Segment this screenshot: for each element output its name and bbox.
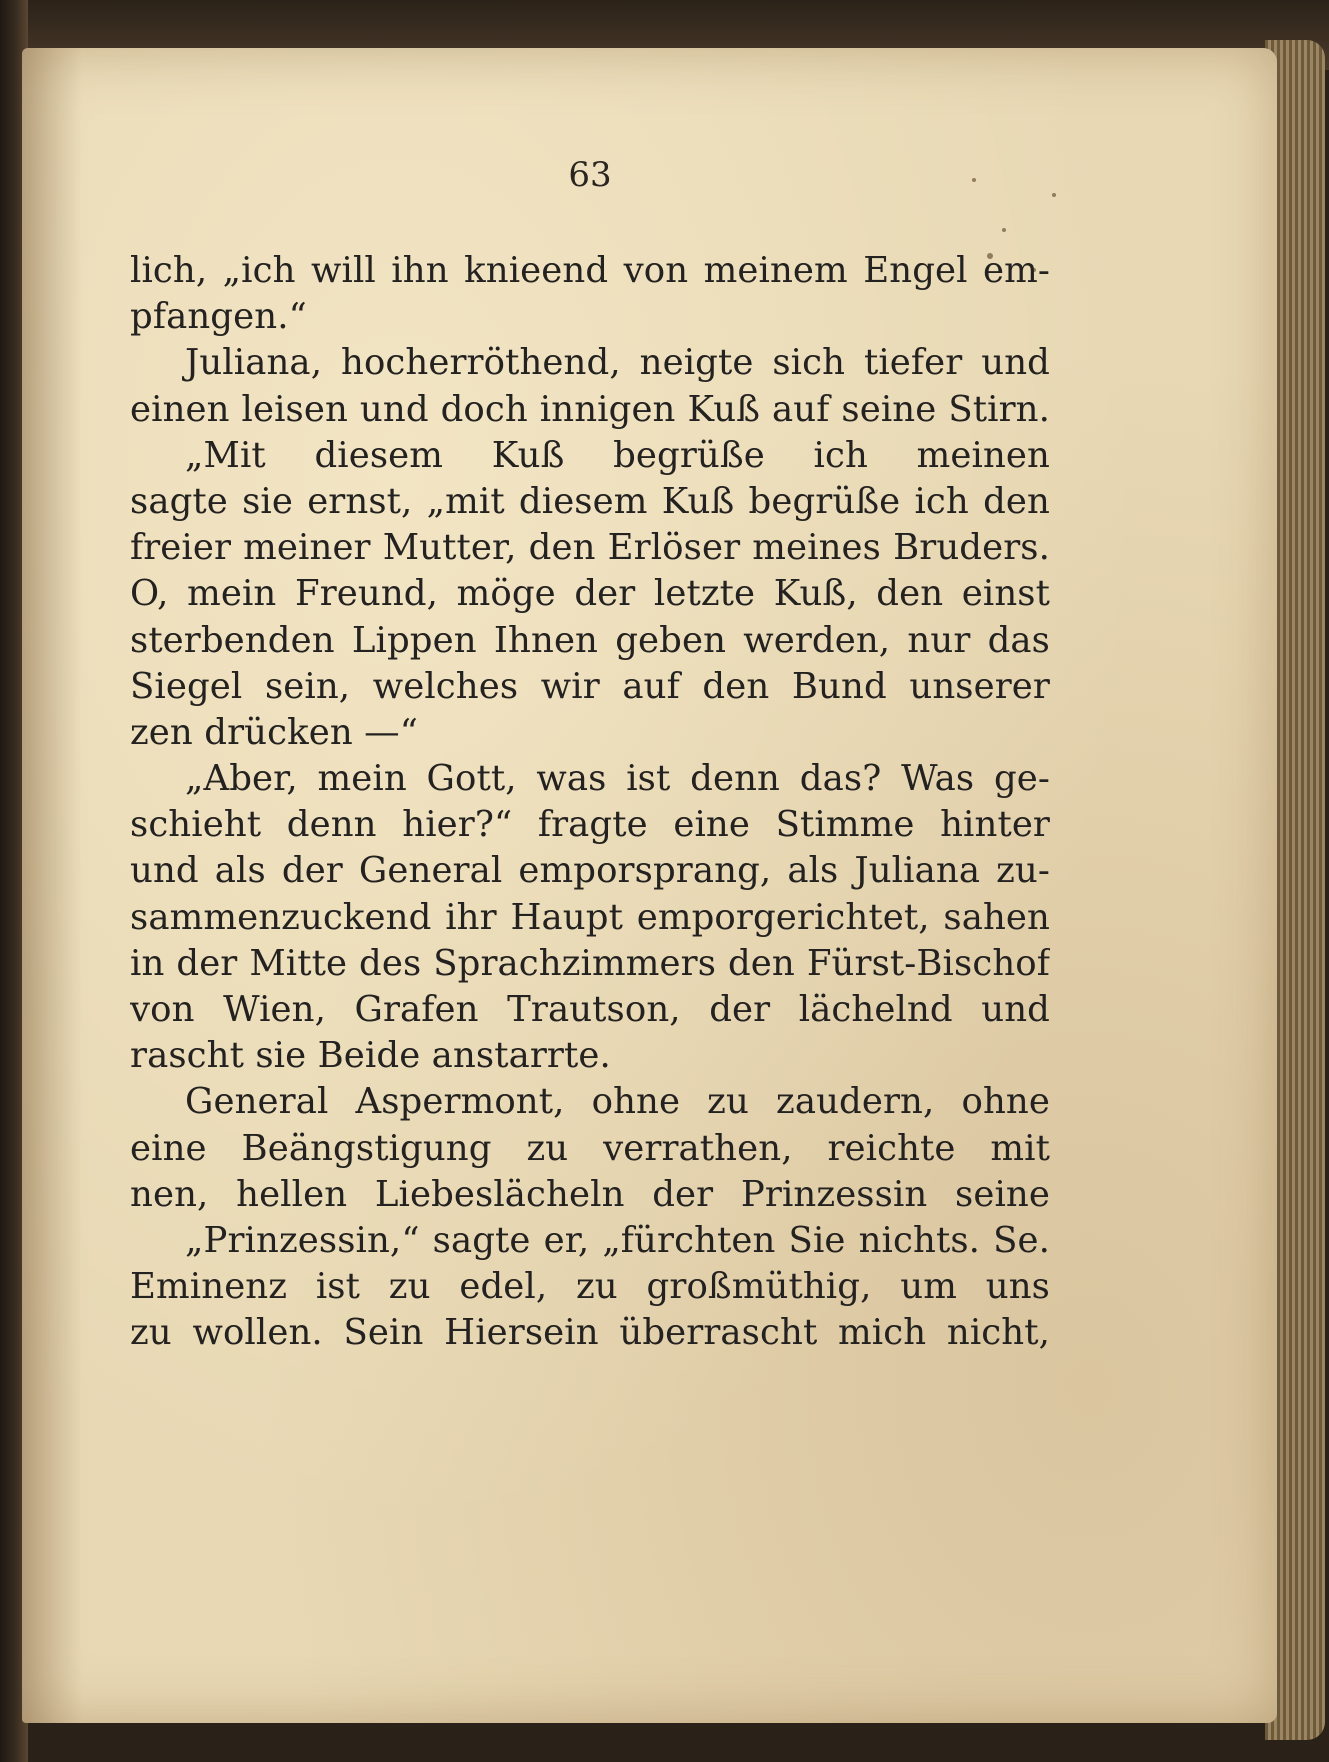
text-line: schieht denn hier?“ fragte eine Stimme hinter xyxy=(130,804,1050,846)
text-line: Juliana, hocherröthend, neigte sich tiefer und xyxy=(185,342,1050,384)
text-line: sammenzuckend ihr Haupt emporgerichtet, sahen xyxy=(130,896,1050,938)
text-line: pfangen.“ xyxy=(130,296,307,338)
text-line: sagte sie ernst, „mit diesem Kuß begrüße ich den xyxy=(130,480,1050,522)
text-line: Eminenz ist zu edel, zu großmüthig, um uns xyxy=(130,1266,1050,1308)
text-line: lich, „ich will ihn knieend von meinem Engel em- xyxy=(130,250,1050,291)
text-line: „Mit diesem Kuß begrüße ich meinen xyxy=(185,434,1050,476)
text-line: zu wollen. Sein Hiersein überrascht mich nicht, xyxy=(130,1312,1050,1354)
text-line: und als der General emporsprang, als Juliana zu- xyxy=(130,850,1050,892)
text-line: eine Beängstigung zu verrathen, reichte mit xyxy=(130,1127,1050,1169)
text-line: O, mein Freund, möge der letzte Kuß, den einst xyxy=(130,573,1050,615)
text-line: rascht sie Beide anstarrte. xyxy=(130,1035,611,1077)
text-line: freier meiner Mutter, den Erlöser meines Bruders. xyxy=(130,527,1050,569)
body-text xyxy=(130,248,1050,1357)
text-line: sterbenden Lippen Ihnen geben werden, nur das xyxy=(130,619,1050,661)
text-line: General Aspermont, ohne zu zaudern, ohne xyxy=(185,1081,1050,1123)
text-line: „Aber, mein Gott, was ist denn das? Was ge- xyxy=(185,758,1050,800)
text-line: Siegel sein, welches wir auf den Bund unserer xyxy=(130,665,1050,707)
text-line: „Prinzessin,“ sagte er, „fürchten Sie nichts. Se. xyxy=(185,1219,1050,1261)
text-line: nen, hellen Liebeslächeln der Prinzessin seine xyxy=(130,1173,1050,1215)
page-number: 63 xyxy=(568,155,612,195)
text-line: von Wien, Grafen Trautson, der lächelnd und xyxy=(130,989,1050,1030)
text-line: einen leisen und doch innigen Kuß auf seine Stirn. xyxy=(130,388,1050,430)
text-line: zen drücken —“ xyxy=(130,711,419,753)
text-line: in der Mitte des Sprachzimmers den Fürst-Bischof xyxy=(130,942,1050,984)
gutter-shadow xyxy=(22,48,82,1723)
